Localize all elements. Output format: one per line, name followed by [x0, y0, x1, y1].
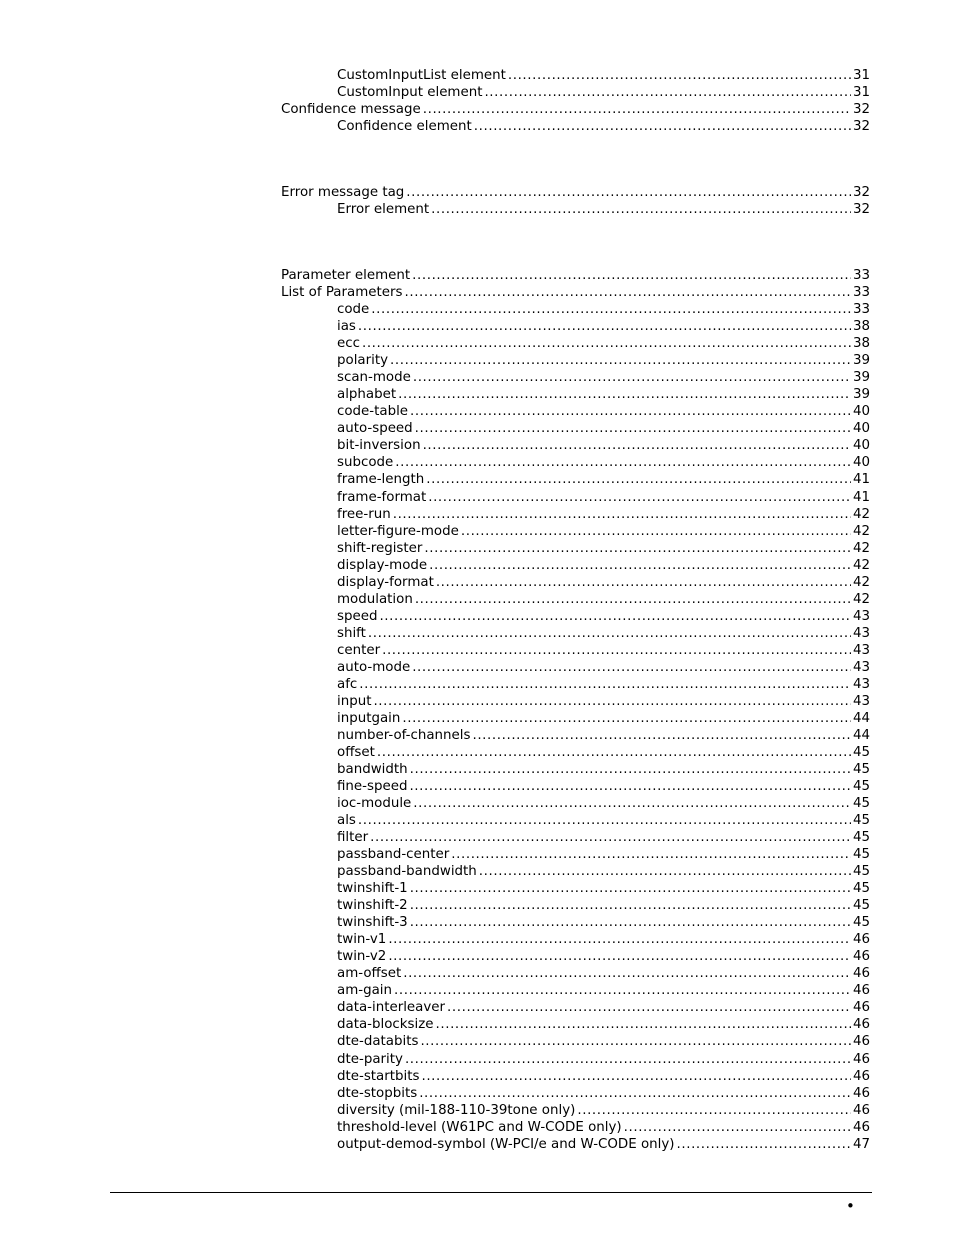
toc-entry[interactable]: [337, 880, 870, 897]
toc-entry[interactable]: [337, 1016, 870, 1033]
toc-entry-page: 44: [852, 710, 870, 726]
toc-entry-page: 41: [852, 489, 870, 505]
toc-entry-page: 46: [852, 1034, 870, 1050]
toc-entry[interactable]: [337, 591, 870, 608]
toc-dot-leader: [390, 352, 851, 369]
toc-entry[interactable]: [337, 846, 870, 863]
toc-entry-page: 31: [852, 85, 870, 101]
toc-dot-leader: [423, 437, 851, 454]
toc-entry-title: center: [337, 642, 381, 658]
toc-dot-leader: [377, 744, 851, 761]
toc-entry-title: dte-parity: [337, 1051, 403, 1067]
toc-dot-leader: [379, 608, 851, 625]
toc-entry-title: passband-bandwidth: [337, 864, 477, 880]
toc-dot-leader: [431, 201, 851, 218]
toc-entry[interactable]: [337, 710, 870, 727]
toc-entry-page: 42: [852, 591, 870, 607]
toc-dot-leader: [412, 267, 851, 284]
toc-dot-leader: [479, 863, 851, 880]
toc-entry-title: data-interleaver: [337, 1000, 446, 1016]
toc-dot-leader: [410, 403, 851, 420]
toc-entry[interactable]: [281, 284, 870, 301]
toc-entry-page: 41: [852, 472, 870, 488]
toc-entry-page: 46: [852, 949, 870, 965]
toc-entry-page: 42: [852, 540, 870, 556]
toc-entry-page: 47: [852, 1136, 870, 1152]
toc-entry[interactable]: [337, 201, 870, 218]
toc-entry-title: ias: [337, 319, 356, 335]
toc-entry-title: dte-databits: [337, 1034, 419, 1050]
toc-entry-title: display-mode: [337, 557, 428, 573]
toc-entry-page: 45: [852, 813, 870, 829]
toc-dot-leader: [451, 846, 851, 863]
toc-dot-leader: [406, 184, 851, 201]
toc-entry-title: CustomInput element: [337, 85, 483, 101]
toc-entry-page: 40: [852, 404, 870, 420]
toc-entry[interactable]: [337, 84, 870, 101]
toc-entry-title: twin-v2: [337, 949, 387, 965]
toc-entry[interactable]: [337, 1136, 870, 1153]
toc-entry-page: 42: [852, 523, 870, 539]
toc-dot-leader: [373, 693, 851, 710]
toc-entry-title: display-format: [337, 574, 434, 590]
toc-entry[interactable]: [337, 506, 870, 523]
toc-entry[interactable]: [337, 420, 870, 437]
toc-entry-title: subcode: [337, 455, 394, 471]
toc-entry[interactable]: [337, 948, 870, 965]
toc-entry-page: 38: [852, 319, 870, 335]
toc-entry-title: Confidence element: [337, 119, 472, 135]
toc-entry-title: twin-v1: [337, 932, 387, 948]
toc-dot-leader: [436, 1016, 851, 1033]
toc-dot-leader: [358, 812, 851, 829]
toc-entry[interactable]: [337, 761, 870, 778]
toc-entry-title: am-gain: [337, 983, 392, 999]
toc-entry-title: auto-mode: [337, 659, 411, 675]
toc-entry-title: inputgain: [337, 710, 401, 726]
toc-entry-page: 39: [852, 370, 870, 386]
toc-entry[interactable]: [337, 1051, 870, 1068]
toc-dot-leader: [393, 506, 851, 523]
toc-dot-leader: [415, 591, 851, 608]
toc-dot-leader: [508, 67, 851, 84]
toc-entry[interactable]: [337, 1033, 870, 1050]
toc-dot-leader: [403, 965, 851, 982]
toc-dot-leader: [404, 284, 850, 301]
toc-entry-title: afc: [337, 676, 358, 692]
footer-bullet: •: [846, 1197, 855, 1215]
toc-entry-page: 32: [852, 102, 870, 118]
toc-entry-page: 38: [852, 336, 870, 352]
toc-dot-leader: [359, 676, 851, 693]
toc-entry[interactable]: [337, 1119, 870, 1136]
toc-entry-title: input: [337, 693, 372, 709]
toc-dot-leader: [410, 897, 851, 914]
toc-entry-page: 45: [852, 915, 870, 931]
toc-entry-title: bit-inversion: [337, 438, 421, 454]
toc-entry[interactable]: [337, 301, 870, 318]
toc-entry[interactable]: [337, 403, 870, 420]
toc-dot-leader: [410, 914, 851, 931]
toc-entry[interactable]: [337, 67, 870, 84]
toc-entry-page: 43: [852, 625, 870, 641]
toc-entry-title: CustomInputList element: [337, 68, 506, 83]
toc-entry-title: scan-mode: [337, 370, 411, 386]
toc-entry[interactable]: [337, 523, 870, 540]
toc-entry-page: 43: [852, 608, 870, 624]
toc-entry[interactable]: [337, 608, 870, 625]
toc-entry-title: bandwidth: [337, 761, 408, 777]
toc-entry[interactable]: [337, 1068, 870, 1085]
toc-dot-leader: [398, 386, 851, 403]
toc-entry[interactable]: [337, 540, 870, 557]
toc-entry-title: letter-figure-mode: [337, 523, 459, 539]
toc-dot-leader: [415, 420, 851, 437]
toc-entry[interactable]: [337, 454, 870, 471]
toc-entry-title: shift-register: [337, 540, 423, 556]
toc-dot-leader: [410, 880, 851, 897]
toc-entry-title: ecc: [337, 336, 360, 352]
toc-dot-leader: [358, 318, 851, 335]
toc-entry-title: Error message tag: [281, 185, 405, 201]
toc-entry-title: Confidence message: [281, 102, 421, 118]
toc-entry-title: List of Parameters: [281, 285, 403, 301]
toc-dot-leader: [461, 523, 851, 540]
toc-entry[interactable]: [281, 101, 870, 118]
toc-entry[interactable]: [337, 931, 870, 948]
toc-entry[interactable]: [337, 642, 870, 659]
toc-entry-page: 45: [852, 796, 870, 812]
toc-entry-title: data-blocksize: [337, 1017, 434, 1033]
toc-entry-title: twinshift-3: [337, 915, 408, 931]
toc-entry-title: modulation: [337, 591, 413, 607]
toc-entry-page: 32: [852, 119, 870, 135]
toc-dot-leader: [394, 982, 851, 999]
toc-dot-leader: [484, 84, 851, 101]
toc-entry[interactable]: [337, 118, 870, 135]
toc-dot-leader: [370, 829, 851, 846]
toc-entry-title: twinshift-1: [337, 881, 408, 897]
toc-entry-title: speed: [337, 608, 378, 624]
toc-dot-leader: [413, 369, 851, 386]
toc-entry-title: am-offset: [337, 966, 402, 982]
toc-entry[interactable]: [337, 437, 870, 454]
toc-entry-page: 31: [852, 68, 870, 83]
toc-dot-leader: [395, 454, 851, 471]
toc-entry[interactable]: [337, 727, 870, 744]
toc-dot-leader: [382, 642, 851, 659]
toc-entry[interactable]: [281, 184, 870, 201]
toc-dot-leader: [474, 118, 851, 135]
toc-entry-page: 45: [852, 847, 870, 863]
toc-entry[interactable]: [337, 829, 870, 846]
toc-entry-page: 40: [852, 438, 870, 454]
toc-dot-leader: [410, 761, 851, 778]
toc-entry[interactable]: [337, 471, 870, 488]
toc-entry[interactable]: [337, 335, 870, 352]
toc-entry-title: filter: [337, 830, 369, 846]
toc-entry[interactable]: [337, 863, 870, 880]
toc-entry-page: 46: [852, 1119, 870, 1135]
toc-entry[interactable]: [337, 489, 870, 506]
toc-dot-leader: [577, 1102, 851, 1119]
toc-entry-page: 40: [852, 455, 870, 471]
toc-entry-title: frame-format: [337, 489, 427, 505]
toc-entry-page: 45: [852, 779, 870, 795]
toc-dot-leader: [472, 727, 850, 744]
toc-dot-leader: [421, 1068, 850, 1085]
toc-entry-page: 33: [852, 302, 870, 318]
toc-entry[interactable]: [337, 659, 870, 676]
toc-entry[interactable]: [337, 982, 870, 999]
toc-entry-title: free-run: [337, 506, 391, 522]
toc-entry-page: 42: [852, 557, 870, 573]
toc-entry[interactable]: [337, 897, 870, 914]
toc-entry-page: 46: [852, 932, 870, 948]
toc-entry-page: 33: [852, 285, 870, 301]
toc-entry-title: passband-center: [337, 847, 450, 863]
toc-entry[interactable]: [337, 369, 870, 386]
toc-entry[interactable]: [337, 778, 870, 795]
toc-entry-page: 43: [852, 659, 870, 675]
toc-entry-page: 43: [852, 693, 870, 709]
toc-entry[interactable]: [337, 574, 870, 591]
toc-entry-title: output-demod-symbol (W-PCI/e and W-CODE only): [337, 1136, 675, 1152]
toc-entry-title: ioc-module: [337, 796, 412, 812]
toc-entry-page: 46: [852, 1102, 870, 1118]
toc-entry-page: 39: [852, 387, 870, 403]
toc-dot-leader: [409, 778, 851, 795]
toc-dot-leader: [405, 1051, 851, 1068]
toc-entry[interactable]: [337, 1102, 870, 1119]
toc-entry-page: 46: [852, 1000, 870, 1016]
toc-entry-page: 33: [852, 268, 870, 284]
toc-entry-title: polarity: [337, 353, 389, 369]
toc-entry-title: dte-startbits: [337, 1068, 420, 1084]
toc-entry-page: 45: [852, 881, 870, 897]
toc-entry-title: offset: [337, 744, 375, 760]
toc-entry-title: dte-stopbits: [337, 1085, 418, 1101]
toc-dot-leader: [677, 1136, 851, 1153]
toc-entry-page: 46: [852, 1085, 870, 1101]
toc-entry-page: 45: [852, 898, 870, 914]
toc-entry-page: 46: [852, 1051, 870, 1067]
footer-rule: [110, 1192, 872, 1193]
toc-entry[interactable]: [281, 267, 870, 284]
toc-dot-leader: [402, 710, 851, 727]
toc-entry-page: 42: [852, 506, 870, 522]
toc-entry-title: number-of-channels: [337, 727, 471, 743]
toc-entry-title: frame-length: [337, 472, 425, 488]
toc-entry[interactable]: [337, 812, 870, 829]
toc-entry[interactable]: [337, 557, 870, 574]
toc-dot-leader: [420, 1033, 851, 1050]
toc-entry-page: 39: [852, 353, 870, 369]
toc-entry-title: diversity (mil-188-110-39tone only): [337, 1102, 576, 1118]
toc-entry-page: 32: [852, 185, 870, 201]
toc-dot-leader: [423, 101, 851, 118]
toc-entry-title: shift: [337, 625, 366, 641]
toc-entry[interactable]: [337, 625, 870, 642]
toc-dot-leader: [419, 1085, 851, 1102]
toc-entry-title: code: [337, 302, 370, 318]
toc-dot-leader: [413, 795, 851, 812]
toc-entry[interactable]: [337, 914, 870, 931]
toc-entry-page: 45: [852, 830, 870, 846]
toc-entry-page: 45: [852, 744, 870, 760]
toc-entry-title: auto-speed: [337, 421, 413, 437]
toc-entry-page: 45: [852, 761, 870, 777]
toc-dot-leader: [368, 625, 851, 642]
toc-dot-leader: [362, 335, 851, 352]
toc-dot-leader: [428, 489, 851, 506]
toc-entry-page: 46: [852, 983, 870, 999]
toc-entry-title: als: [337, 813, 356, 829]
toc-entry-page: 44: [852, 727, 870, 743]
toc-entry-title: alphabet: [337, 387, 397, 403]
toc-dot-leader: [388, 948, 851, 965]
toc-entry-page: 46: [852, 1017, 870, 1033]
toc-entry-title: Parameter element: [281, 268, 411, 284]
toc-dot-leader: [624, 1119, 851, 1136]
toc-entry-title: twinshift-2: [337, 898, 408, 914]
toc-entry-page: 40: [852, 421, 870, 437]
toc-entry[interactable]: [337, 1085, 870, 1102]
toc-entry[interactable]: [337, 693, 870, 710]
toc-entry[interactable]: [337, 318, 870, 335]
toc-entry-title: fine-speed: [337, 779, 408, 795]
toc-entry[interactable]: [337, 352, 870, 369]
toc-entry[interactable]: [337, 676, 870, 693]
toc-entry-page: 43: [852, 676, 870, 692]
toc-entry[interactable]: [337, 999, 870, 1016]
toc-entry-page: 45: [852, 864, 870, 880]
toc-dot-leader: [388, 931, 851, 948]
toc-entry-page: 43: [852, 642, 870, 658]
toc-dot-leader: [424, 540, 851, 557]
toc-entry[interactable]: [337, 744, 870, 761]
toc-entry-page: 46: [852, 1068, 870, 1084]
toc-entry-page: 46: [852, 966, 870, 982]
toc-entry-title: threshold-level (W61PC and W-CODE only): [337, 1119, 622, 1135]
toc-entry[interactable]: [337, 795, 870, 812]
toc-dot-leader: [426, 471, 851, 488]
toc-entry-page: 42: [852, 574, 870, 590]
toc-entry-title: Error element: [337, 202, 430, 218]
toc-dot-leader: [371, 301, 851, 318]
toc-dot-leader: [412, 659, 851, 676]
toc-dot-leader: [447, 999, 851, 1016]
toc-entry-title: code-table: [337, 404, 409, 420]
toc-entry[interactable]: [337, 965, 870, 982]
toc-entry[interactable]: [337, 386, 870, 403]
toc-dot-leader: [429, 557, 851, 574]
toc-entry-page: 32: [852, 202, 870, 218]
toc-dot-leader: [436, 574, 851, 591]
